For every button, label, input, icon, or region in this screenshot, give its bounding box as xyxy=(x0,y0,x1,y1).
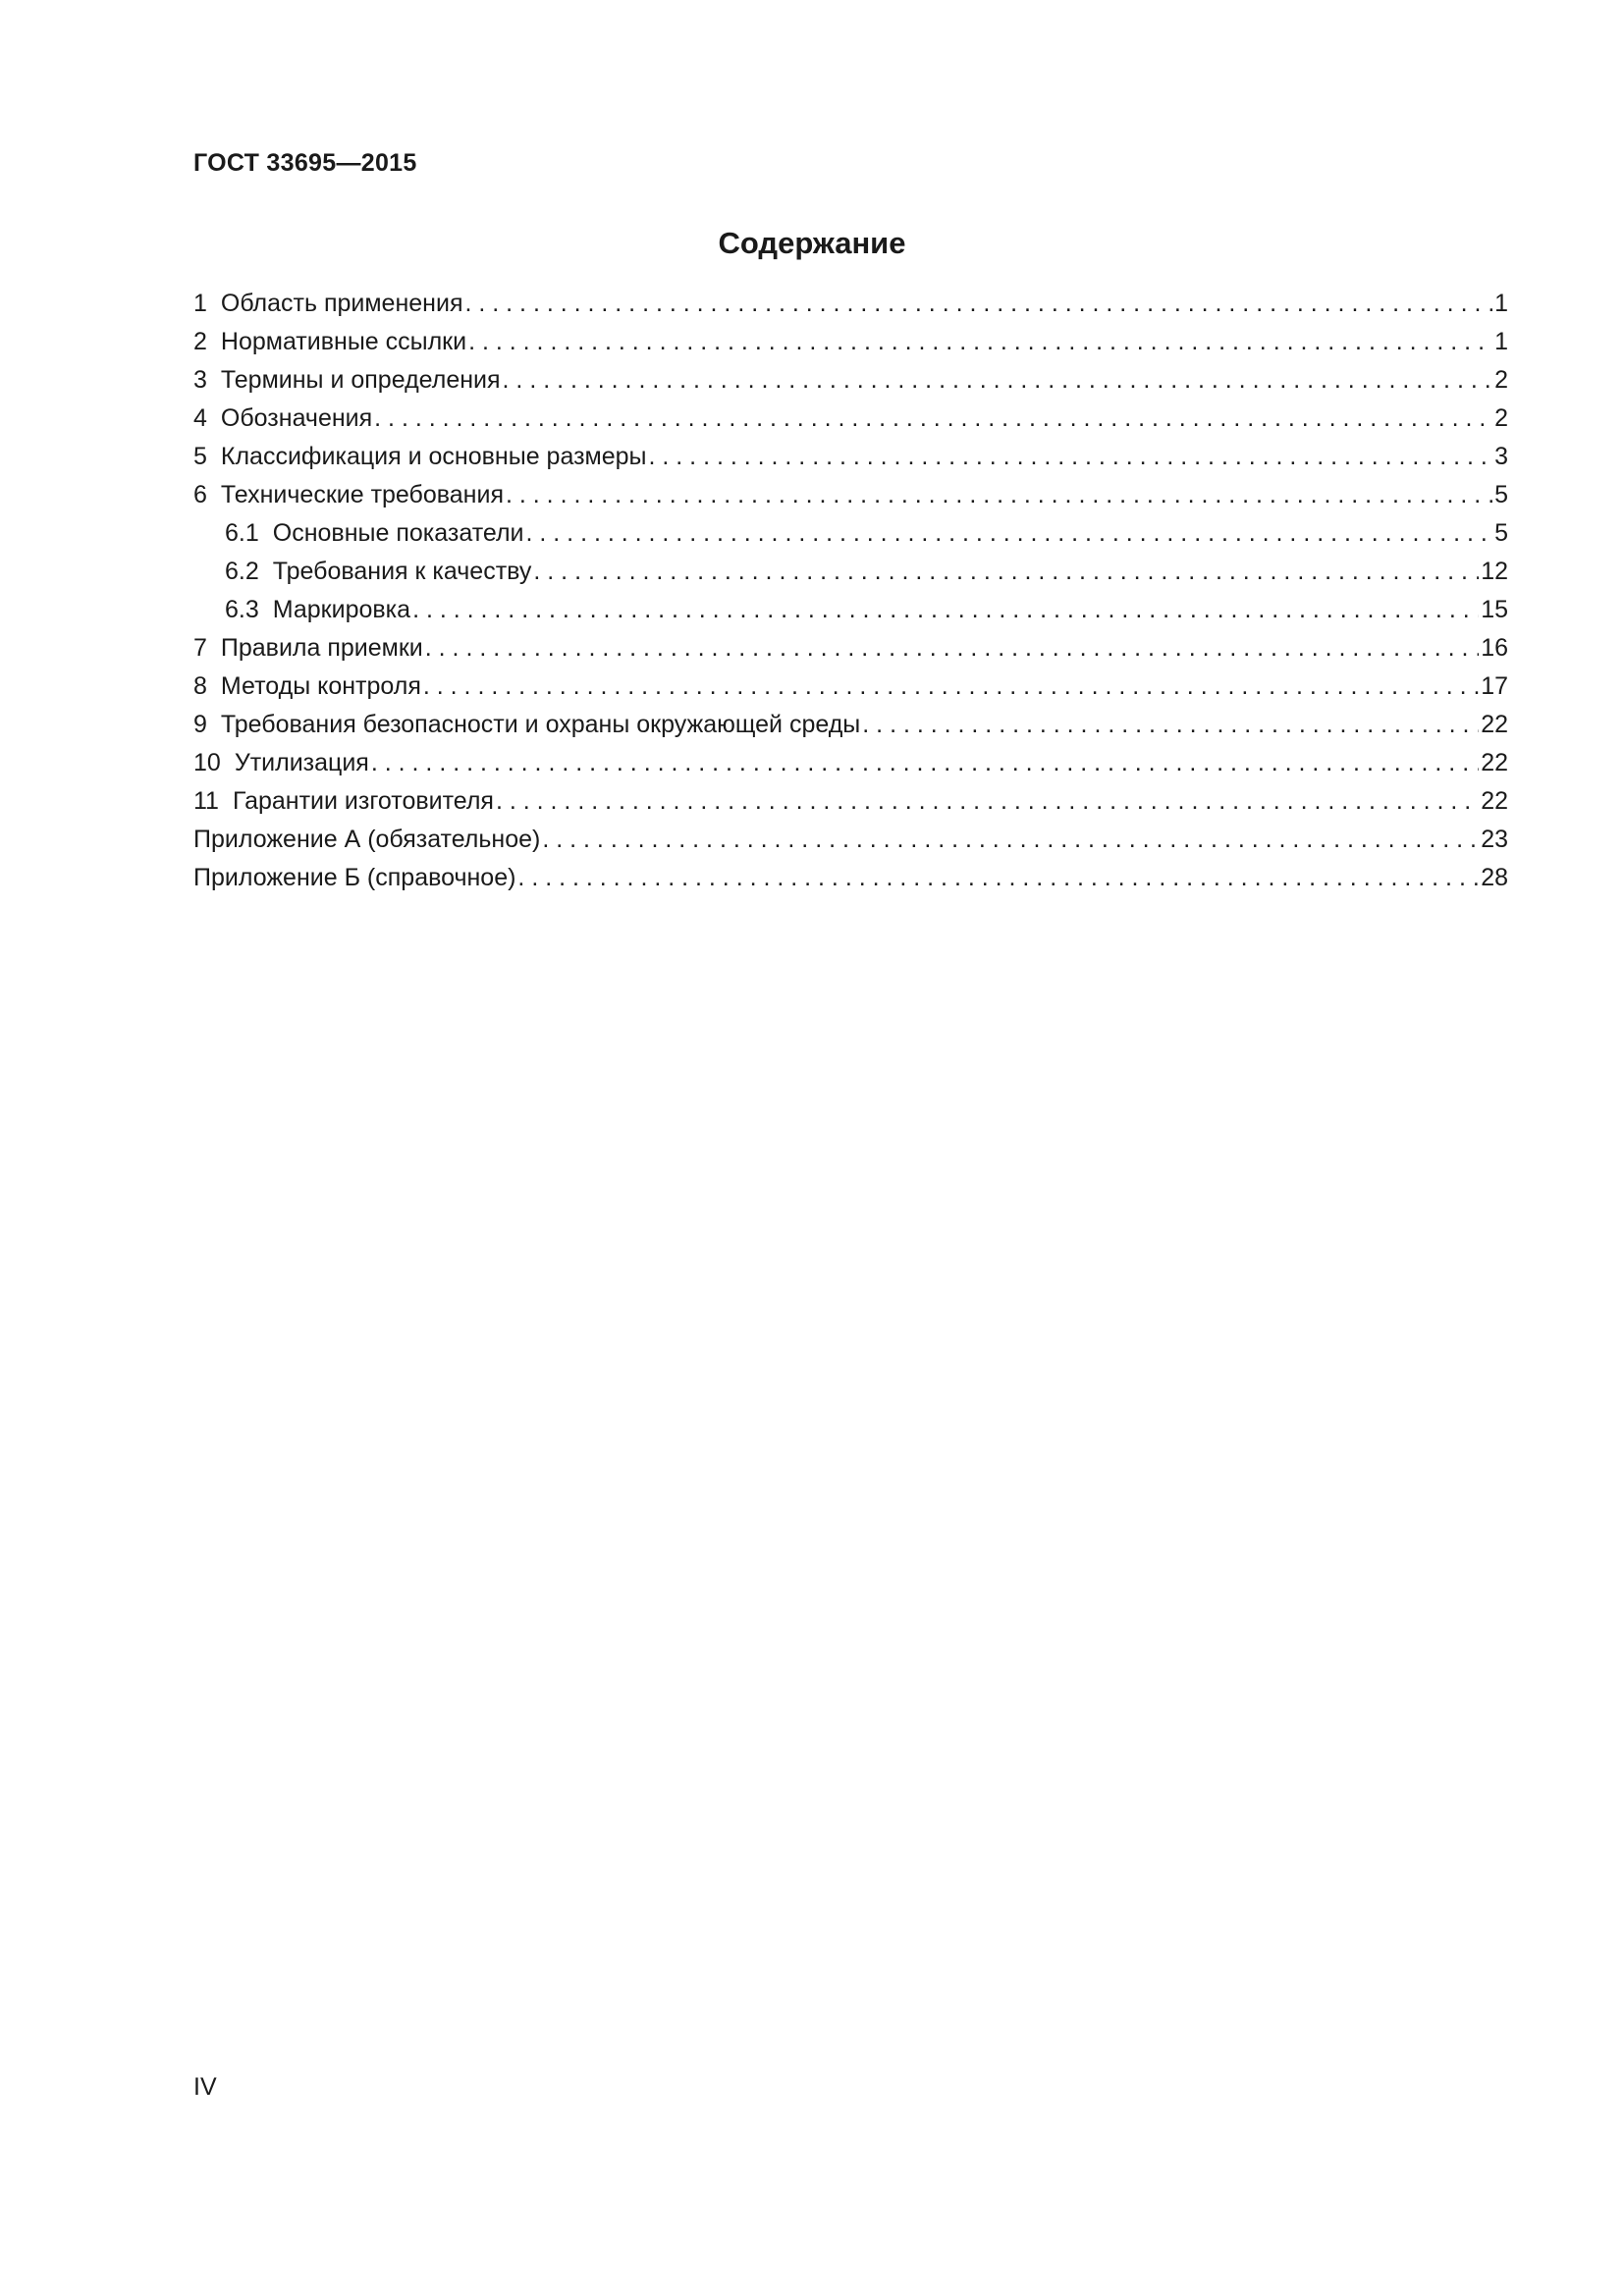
toc-entry-number: 10 xyxy=(193,749,221,776)
toc-entry-page: 22 xyxy=(1481,749,1508,776)
toc-entry[interactable] xyxy=(193,290,1508,328)
toc-leader-dots xyxy=(526,519,1493,548)
toc-subentry[interactable] xyxy=(193,596,1508,634)
toc-entry-number: 6.1 xyxy=(225,519,259,547)
toc-leader-dots xyxy=(423,672,1479,701)
toc-entry-number: 8 xyxy=(193,672,207,700)
toc-entry-page: 22 xyxy=(1481,711,1508,738)
toc-entry-page: 3 xyxy=(1494,443,1508,470)
toc-leader-dots xyxy=(374,404,1492,433)
toc-entry-label: Технические требования xyxy=(220,481,504,508)
toc-entry-page: 12 xyxy=(1481,558,1508,585)
toc-entry-page: 22 xyxy=(1481,787,1508,815)
toc-entry[interactable] xyxy=(193,711,1508,749)
toc-entry-number: 11 xyxy=(193,787,219,815)
toc-entry[interactable] xyxy=(193,366,1508,404)
toc-entry-page: 23 xyxy=(1481,826,1508,853)
toc-leader-dots xyxy=(503,366,1493,395)
toc-entry-number: 4 xyxy=(193,404,207,432)
toc-entry-label: Нормативные ссылки xyxy=(220,328,467,355)
toc-entry[interactable] xyxy=(193,634,1508,672)
toc-leader-dots xyxy=(533,558,1479,586)
toc-entry-label: Гарантии изготовителя xyxy=(232,787,494,815)
toc-entry-label: Классификация и основные размеры xyxy=(220,443,647,470)
toc-entry-label: Правила приемки xyxy=(220,634,423,662)
toc-entry-appendix[interactable] xyxy=(193,864,1508,902)
toc-entry-page: 17 xyxy=(1481,672,1508,700)
toc-entry-label: Приложение А (обязательное) xyxy=(193,826,541,853)
toc-entry-appendix[interactable] xyxy=(193,826,1508,864)
toc-entry-label: Основные показатели xyxy=(272,519,524,547)
toc-entry-page: 15 xyxy=(1481,596,1508,623)
toc-leader-dots xyxy=(468,328,1492,356)
toc-entry-number: 9 xyxy=(193,711,207,738)
toc-entry-page: 5 xyxy=(1494,481,1508,508)
toc-leader-dots xyxy=(496,787,1479,816)
toc-entry-page: 1 xyxy=(1494,328,1508,355)
toc-entry[interactable] xyxy=(193,749,1508,787)
toc-entry-number: 5 xyxy=(193,443,207,470)
toc-entry-label: Приложение Б (справочное) xyxy=(193,864,516,891)
toc-entry-number: 2 xyxy=(193,328,207,355)
table-of-contents xyxy=(193,290,1508,902)
toc-leader-dots xyxy=(412,596,1479,624)
toc-entry-number: 7 xyxy=(193,634,207,662)
toc-entry-page: 2 xyxy=(1494,366,1508,394)
toc-leader-dots xyxy=(649,443,1493,471)
page-number: IV xyxy=(193,2073,217,2101)
toc-entry-number: 6.2 xyxy=(225,558,259,585)
toc-entry-page: 5 xyxy=(1494,519,1508,547)
toc-entry[interactable] xyxy=(193,672,1508,711)
toc-entry-page: 16 xyxy=(1481,634,1508,662)
toc-entry-label: Требования безопасности и охраны окружающей среды xyxy=(220,711,861,738)
toc-leader-dots xyxy=(464,290,1492,318)
toc-entry-label: Методы контроля xyxy=(220,672,421,700)
toc-leader-dots xyxy=(371,749,1479,777)
toc-subentry[interactable] xyxy=(193,519,1508,558)
toc-entry-label: Обозначения xyxy=(220,404,373,432)
toc-entry-label: Термины и определения xyxy=(220,366,501,394)
toc-title: Содержание xyxy=(718,226,906,260)
toc-entry-label: Утилизация xyxy=(234,749,369,776)
toc-entry-page: 28 xyxy=(1481,864,1508,891)
toc-entry-number: 6.3 xyxy=(225,596,259,623)
document-code: ГОСТ 33695—2015 xyxy=(193,149,417,177)
toc-entry[interactable] xyxy=(193,443,1508,481)
toc-entry[interactable] xyxy=(193,787,1508,826)
toc-leader-dots xyxy=(506,481,1492,509)
toc-entry-label: Маркировка xyxy=(272,596,411,623)
toc-entry[interactable] xyxy=(193,404,1508,443)
toc-leader-dots xyxy=(517,864,1479,892)
toc-entry-number: 3 xyxy=(193,366,207,394)
toc-leader-dots xyxy=(862,711,1479,739)
toc-entry-page: 1 xyxy=(1494,290,1508,317)
toc-entry[interactable] xyxy=(193,328,1508,366)
toc-leader-dots xyxy=(542,826,1479,854)
toc-entry-number: 6 xyxy=(193,481,207,508)
toc-entry-label: Область применения xyxy=(220,290,463,317)
toc-entry-page: 2 xyxy=(1494,404,1508,432)
toc-entry[interactable] xyxy=(193,481,1508,519)
toc-subentry[interactable] xyxy=(193,558,1508,596)
toc-entry-label: Требования к качеству xyxy=(272,558,532,585)
toc-leader-dots xyxy=(425,634,1479,663)
toc-entry-number: 1 xyxy=(193,290,207,317)
